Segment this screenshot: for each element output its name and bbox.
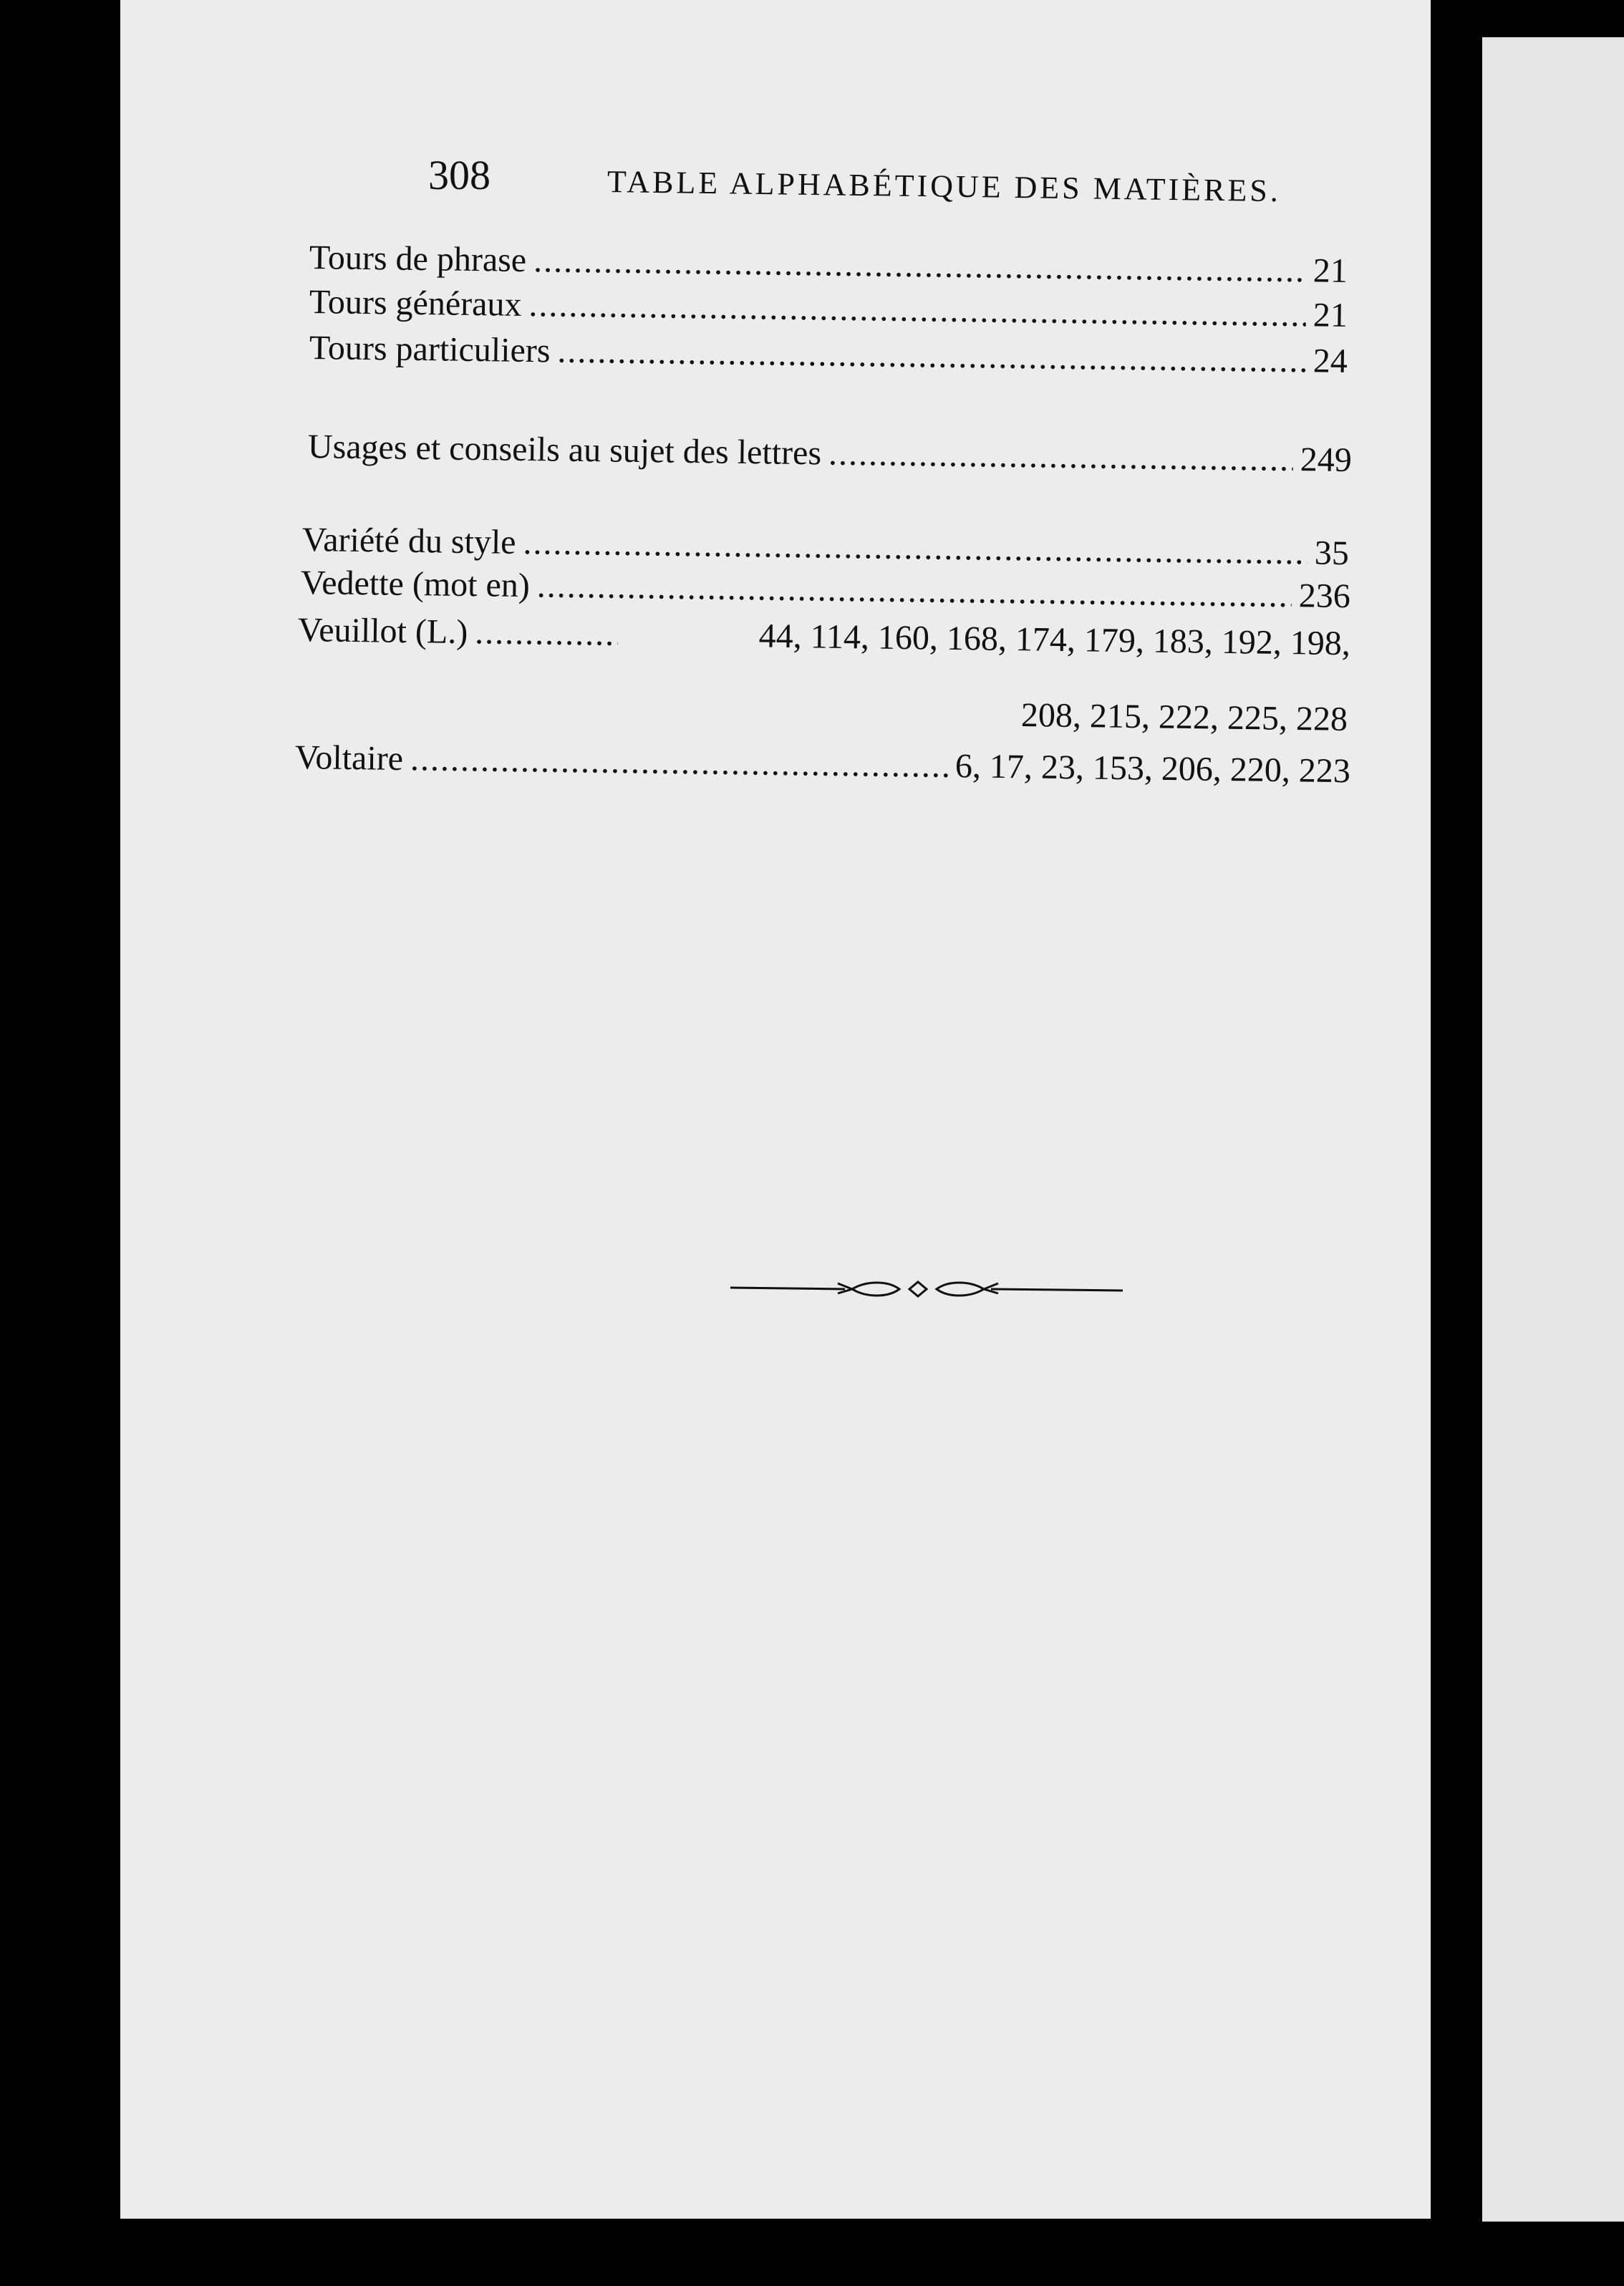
entry-term: Tours de phrase [309, 238, 527, 279]
index-entry [309, 328, 1348, 380]
entry-pages: 21 [1313, 296, 1348, 334]
index-entry [308, 427, 1353, 479]
tail-piece-ornament-icon [730, 1268, 1123, 1311]
dot-leader [475, 612, 619, 654]
adjacent-page-edge [1482, 37, 1624, 2222]
entry-pages: 6, 17, 23, 153, 206, 220, 223 [954, 747, 1351, 791]
dot-leader [536, 566, 1292, 615]
dot-leader [828, 434, 1294, 479]
running-head: TABLE ALPHABÉTIQUE DES MATIÈRES. [606, 164, 1282, 209]
page-number: 308 [428, 152, 490, 198]
entry-term: Veuillot (L.) [297, 611, 468, 652]
index-entry [298, 610, 1351, 662]
index-entry-continuation [970, 695, 1348, 738]
index-entry [295, 738, 1351, 790]
index-entry [309, 282, 1348, 334]
entry-term: Tours particuliers [309, 329, 551, 370]
dot-leader [557, 332, 1306, 381]
dot-leader [523, 523, 1308, 572]
entry-pages: 24 [1313, 342, 1348, 380]
entry-term: Variété du style [301, 521, 516, 561]
dot-leader [528, 285, 1306, 334]
entry-term: Voltaire [294, 738, 404, 778]
entry-pages: 35 [1314, 534, 1350, 573]
entry-pages: 21 [1313, 251, 1348, 290]
entry-pages-continued: 208, 215, 222, 225, 228 [1020, 695, 1348, 738]
entry-term: Tours généraux [309, 283, 522, 324]
entry-pages: 236 [1298, 577, 1351, 616]
entry-pages: 249 [1300, 440, 1353, 480]
dot-leader [533, 241, 1306, 290]
index-entry [309, 238, 1348, 290]
entry-term: Vedette (mot en) [300, 564, 531, 605]
entry-term: Usages et conseils au sujet des lettres [307, 428, 822, 473]
entry-pages: 44, 114, 160, 168, 174, 179, 183, 192, 198, [758, 617, 1351, 663]
book-page [120, 0, 1431, 2219]
dot-leader [410, 739, 949, 786]
